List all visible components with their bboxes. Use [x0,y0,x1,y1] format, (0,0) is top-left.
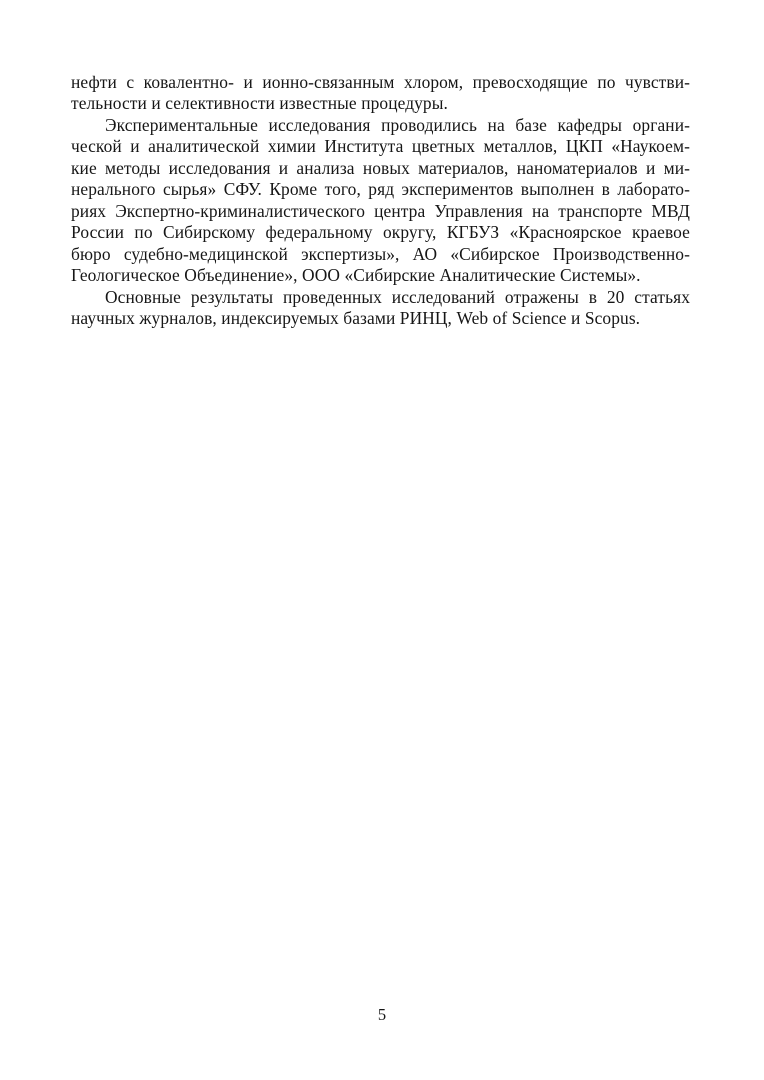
text-line: Основные результаты проведенных исследований отражены в 20 статьях [105,286,690,307]
text-line: Экспериментальные исследования проводились на базе кафедры органи- [105,114,690,135]
text-line: бюро судебно-медицинской экспертизы», АО «Сибирское Производственно- [71,243,690,264]
page-number: 5 [377,1005,387,1024]
text-line: ческой и аналитической химии Института цветных металлов, ЦКП «Наукоем- [71,136,690,157]
text-line: Геологическое Объединение», ООО «Сибирские Аналитические Системы». [71,265,641,286]
text-line: научных журналов, индексируемых базами РИНЦ, Web of Science и Scopus. [71,307,641,328]
body-text [71,72,690,329]
text-line: риях Экспертно-криминалистического центра Управления на транспорте МВД [71,200,690,221]
text-line: нерального сырья» СФУ. Кроме того, ряд экспериментов выполнен в лаборато- [71,179,690,200]
text-line: кие методы исследования и анализа новых материалов, наноматериалов и ми- [71,157,690,178]
text-line: тельности и селективности известные процедуры. [71,93,448,114]
text-line: России по Сибирскому федеральному округу, КГБУЗ «Красноярское краевое [71,222,690,243]
text-line: нефти с ковалентно- и ионно-связанным хлором, превосходящие по чувстви- [71,72,690,92]
